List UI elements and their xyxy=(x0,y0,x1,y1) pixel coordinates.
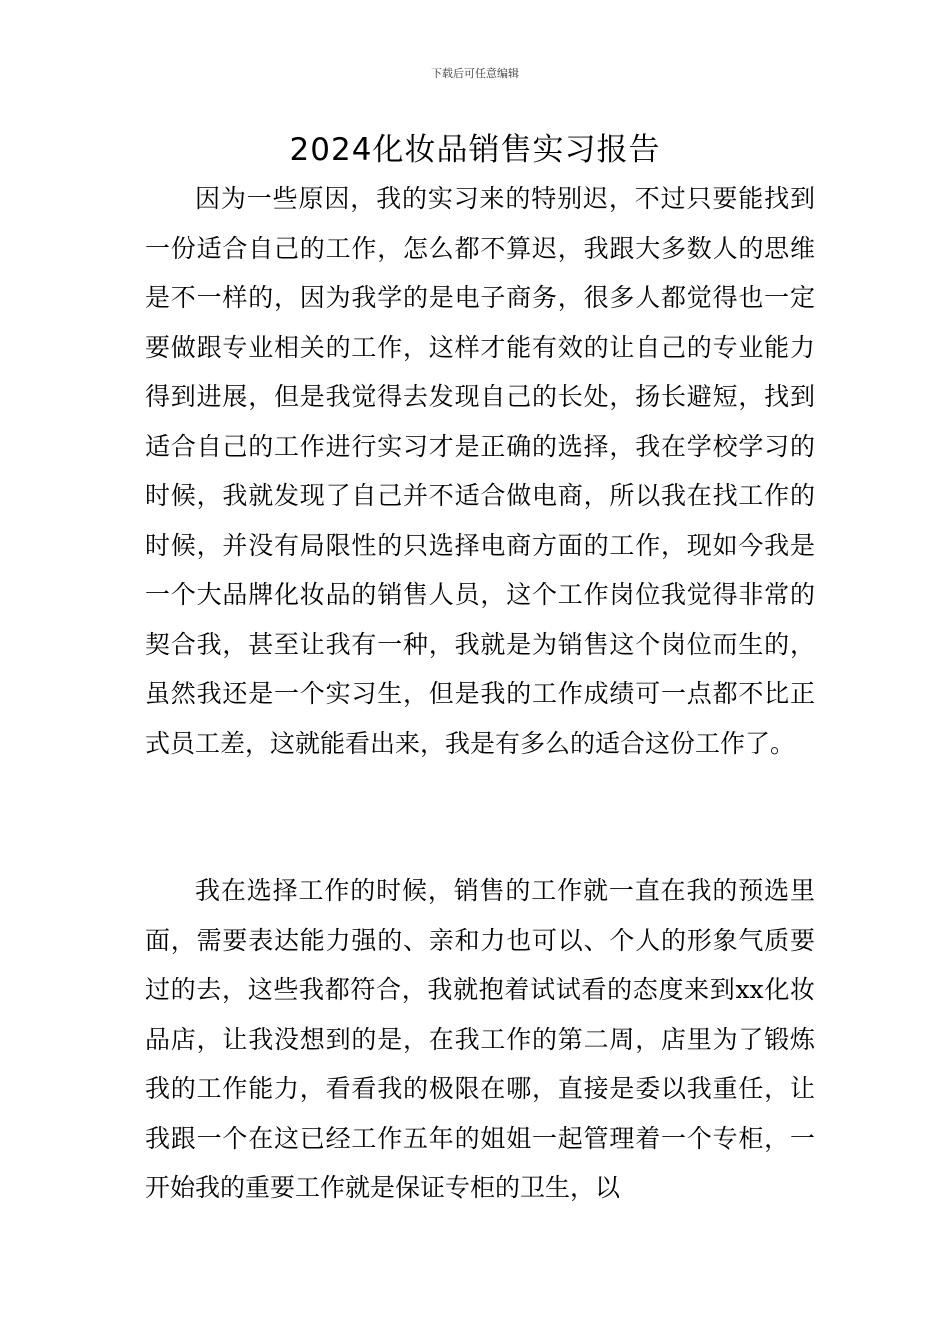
paragraph-1: 因为一些原因，我的实习来的特别迟，不过只要能找到一份适合自己的工作，怎么都不算迟，我跟大多数人的思维是不一样的，因为我学的是电子商务，很多人都觉得也一定要做跟专业相关的工作，这样才能有效的让自己的专业能力得到进展，但是我觉得去发现自己的长处，扬长避短，找到适合自己的工作进行实习才是正确的选择，我在学校学习的时候，我就发现了自己并不适合做电商，所以我在找工作的时候，并没有局限性的只选择电商方面的工作，现如今我是一个大品牌化妆品的销售人员，这个工作岗位我觉得非常的契合我，甚至让我有一种，我就是为销售这个岗位而生的，虽然我还是一个实习生，但是我的工作成绩可一点都不比正式员工差，这就能看出来，我是有多么的适合这份工作了。 xyxy=(145,184,815,758)
paragraph-2: 我在选择工作的时候，销售的工作就一直在我的预选里面，需要表达能力强的、亲和力也可以、个人的形象气质要过的去，这些我都符合，我就抱着试试看的态度来到xx化妆品店，让我没想到的是，在我工作的第二周，店里为了锻炼我的工作能力，看看我的极限在哪，直接是委以我重任，让我跟一个在这已经工作五年的姐姐一起管理着一个专柜，一开始我的重要工作就是保证专柜的卫生，以 xyxy=(145,876,815,1202)
document-title: 2024化妆品销售实习报告 xyxy=(289,132,661,168)
header-note: 下载后可任意编辑 xyxy=(431,67,519,80)
